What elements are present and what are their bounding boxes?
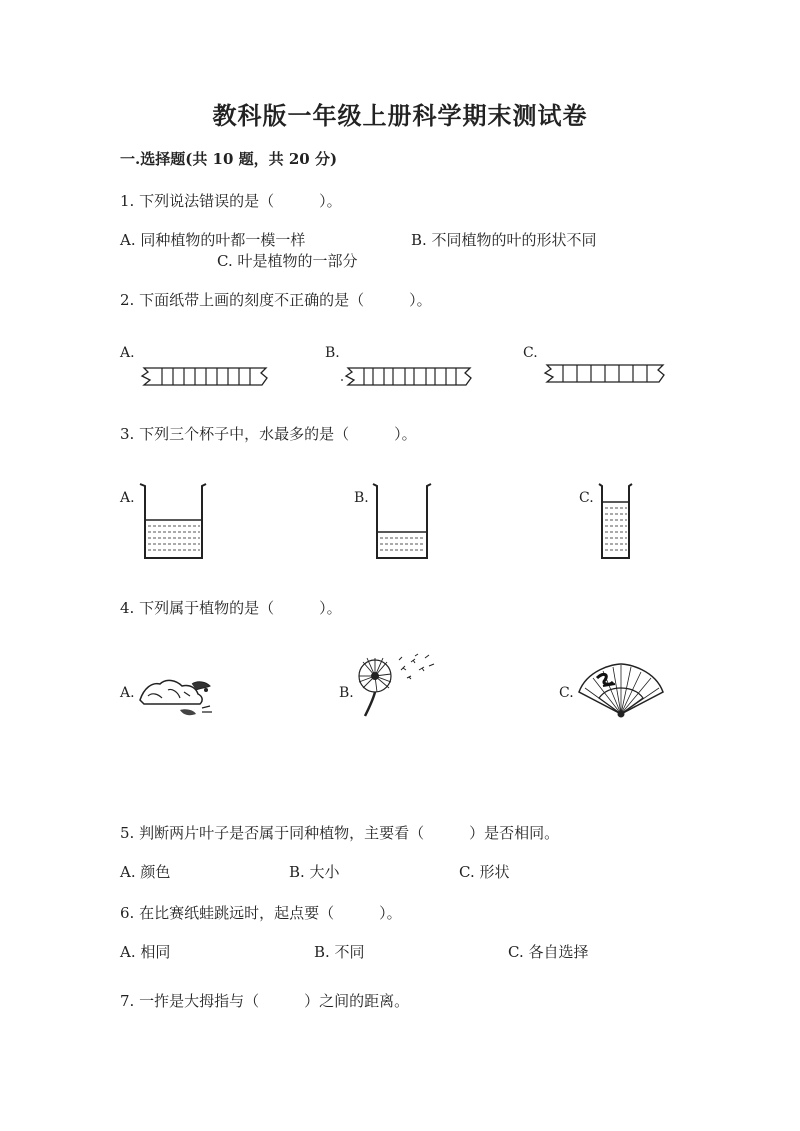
ruler-strip-a bbox=[140, 366, 270, 388]
rock-with-animal-icon bbox=[136, 670, 218, 720]
question-6: 6. 在比赛纸蛙跳远时，起点要（ ）。 bbox=[120, 904, 402, 922]
q2-option-b-label: B. bbox=[325, 345, 340, 361]
q5-option-a: A. 颜色 bbox=[120, 863, 171, 881]
q6-option-b: B. 不同 bbox=[314, 943, 365, 961]
q2-option-c-label: C. bbox=[523, 345, 538, 361]
page-title: 教科版一年级上册科学期末测试卷 bbox=[212, 101, 588, 130]
cup-a-icon bbox=[138, 480, 208, 562]
question-4: 4. 下列属于植物的是（ ）。 bbox=[120, 599, 342, 617]
q3-option-a-label: A. bbox=[120, 490, 135, 506]
question-2: 2. 下面纸带上画的刻度不正确的是（ ）。 bbox=[120, 291, 432, 309]
q2-option-a-label: A. bbox=[120, 345, 135, 361]
q3-option-b-label: B. bbox=[354, 490, 369, 506]
q1-option-a: A. 同种植物的叶都一模一样 bbox=[120, 231, 306, 249]
q1-option-c: C. 叶是植物的一部分 bbox=[217, 252, 358, 270]
q6-option-a: A. 相同 bbox=[120, 943, 171, 961]
ruler-strip-c bbox=[543, 363, 668, 385]
question-7: 7. 一拃是大拇指与（ ）之间的距离。 bbox=[120, 992, 410, 1010]
section-heading: 一.选择题(共 10 题，共 20 分) bbox=[120, 150, 338, 168]
q6-option-c: C. 各自选择 bbox=[508, 943, 589, 961]
dandelion-icon bbox=[355, 652, 437, 720]
folding-fan-icon bbox=[575, 664, 667, 720]
q1-option-b: B. 不同植物的叶的形状不同 bbox=[411, 231, 597, 249]
q3-option-c-label: C. bbox=[579, 490, 594, 506]
cup-b-icon bbox=[371, 480, 433, 562]
q4-option-c-label: C. bbox=[559, 685, 574, 701]
q5-option-c: C. 形状 bbox=[459, 863, 510, 881]
question-1: 1. 下列说法错误的是（ ）。 bbox=[120, 192, 342, 210]
question-3: 3. 下列三个杯子中，水最多的是（ ）。 bbox=[120, 425, 417, 443]
q4-option-b-label: B. bbox=[339, 685, 354, 701]
q5-option-b: B. 大小 bbox=[289, 863, 340, 881]
question-5: 5. 判断两片叶子是否属于同种植物，主要看（ ）是否相同。 bbox=[120, 824, 560, 842]
ruler-strip-b bbox=[340, 366, 475, 388]
q4-option-a-label: A. bbox=[120, 685, 135, 701]
cup-c-icon bbox=[597, 480, 635, 562]
